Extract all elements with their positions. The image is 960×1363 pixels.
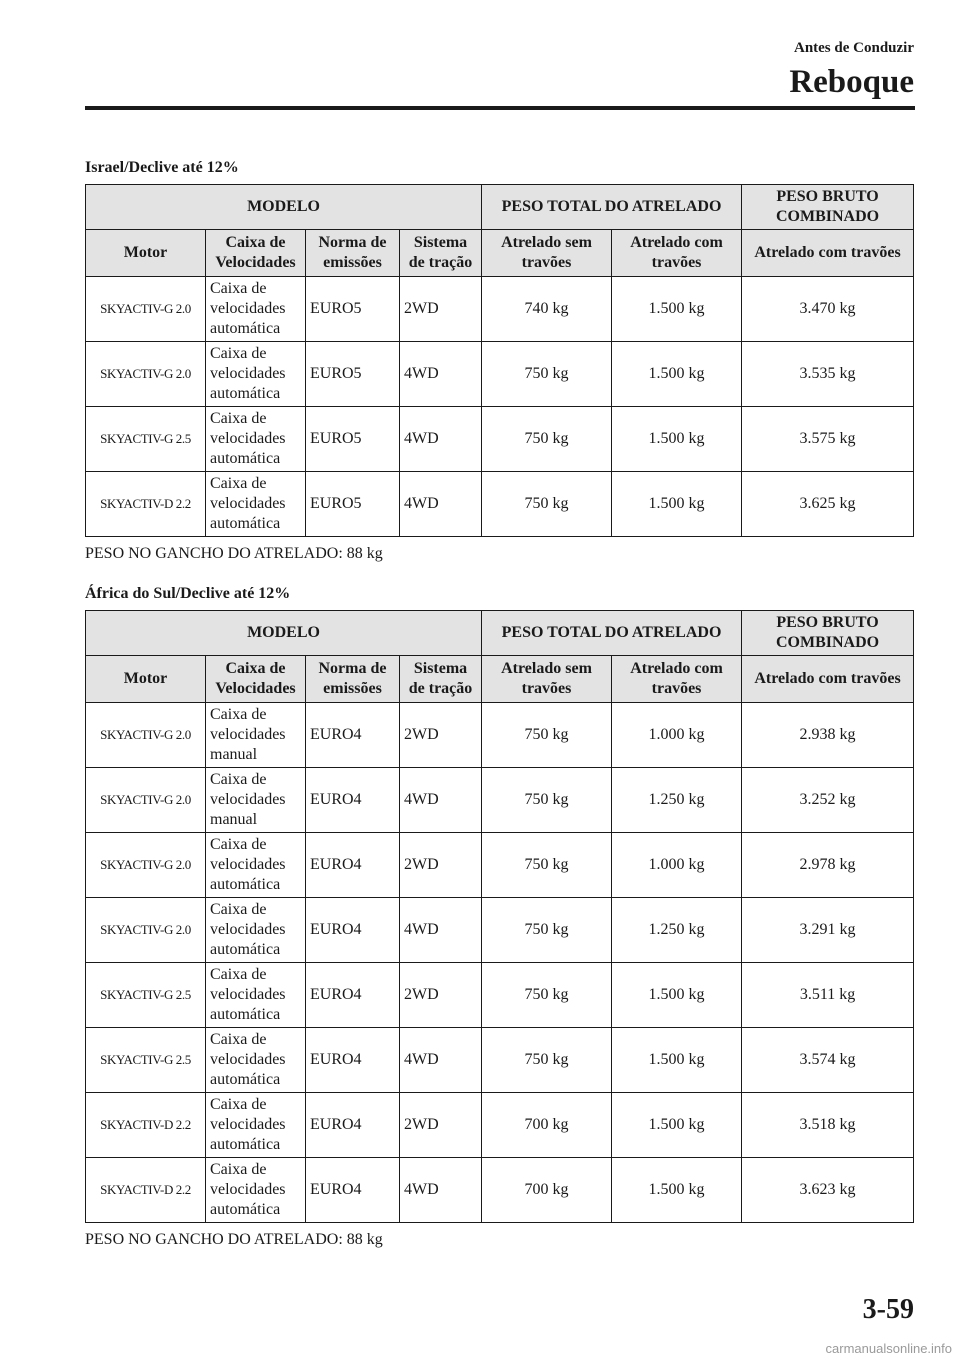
- cell-emissions: EURO4: [306, 963, 400, 1028]
- cell-motor: SKYACTIV-G 2.0: [86, 277, 206, 342]
- cell-braked: 1.500 kg: [612, 342, 742, 407]
- tongue-weight-note: PESO NO GANCHO DO ATRELADO: 88 kg: [85, 545, 383, 562]
- cell-emissions: EURO5: [306, 342, 400, 407]
- cell-motor: SKYACTIV-G 2.0: [86, 898, 206, 963]
- cell-emissions: EURO4: [306, 1158, 400, 1223]
- col-header-braked: Atrelado com travões: [612, 656, 742, 703]
- table-row: [86, 1093, 914, 1158]
- cell-gross: 3.470 kg: [742, 277, 914, 342]
- towing-table: [85, 610, 914, 1223]
- group-header-trailer-weight: PESO TOTAL DO ATRELADO: [482, 185, 742, 230]
- cell-gearbox: Caixa de velocidades manual: [206, 768, 306, 833]
- cell-unbraked: 750 kg: [482, 963, 612, 1028]
- cell-motor: SKYACTIV-D 2.2: [86, 472, 206, 537]
- towing-table-south-africa: [85, 584, 913, 1252]
- col-header-unbraked: Atrelado sem travões: [482, 656, 612, 703]
- cell-braked: 1.500 kg: [612, 407, 742, 472]
- cell-emissions: EURO5: [306, 407, 400, 472]
- cell-gross: 3.625 kg: [742, 472, 914, 537]
- col-header-motor: Motor: [86, 656, 206, 703]
- cell-emissions: EURO5: [306, 277, 400, 342]
- cell-gross: 3.535 kg: [742, 342, 914, 407]
- cell-unbraked: 750 kg: [482, 768, 612, 833]
- cell-gross: 3.511 kg: [742, 963, 914, 1028]
- cell-gross: 2.978 kg: [742, 833, 914, 898]
- table-row: [86, 342, 914, 407]
- cell-motor: SKYACTIV-G 2.0: [86, 342, 206, 407]
- page-header: [789, 38, 914, 102]
- cell-unbraked: 740 kg: [482, 277, 612, 342]
- cell-braked: 1.500 kg: [612, 963, 742, 1028]
- cell-motor: SKYACTIV-D 2.2: [86, 1093, 206, 1158]
- cell-gross: 3.518 kg: [742, 1093, 914, 1158]
- towing-table-israel: [85, 158, 913, 566]
- cell-traction: 4WD: [400, 1158, 482, 1223]
- cell-gross: 3.291 kg: [742, 898, 914, 963]
- cell-emissions: EURO4: [306, 1093, 400, 1158]
- cell-gearbox: Caixa de velocidades automática: [206, 342, 306, 407]
- cell-motor: SKYACTIV-G 2.5: [86, 963, 206, 1028]
- table-title: Israel/Declive até 12%: [85, 159, 239, 176]
- cell-braked: 1.000 kg: [612, 833, 742, 898]
- cell-unbraked: 750 kg: [482, 833, 612, 898]
- cell-gearbox: Caixa de velocidades automática: [206, 1158, 306, 1223]
- chapter-title: Reboque: [789, 64, 914, 100]
- col-header-traction: Sistema de tração: [400, 230, 482, 277]
- cell-braked: 1.500 kg: [612, 1028, 742, 1093]
- cell-emissions: EURO4: [306, 1028, 400, 1093]
- col-header-unbraked: Atrelado sem travões: [482, 230, 612, 277]
- group-header-model: MODELO: [86, 185, 482, 230]
- towing-table: [85, 184, 914, 537]
- cell-emissions: EURO4: [306, 703, 400, 768]
- cell-gearbox: Caixa de velocidades automática: [206, 898, 306, 963]
- group-header-gross-combined: PESO BRUTO COMBINADO: [742, 611, 914, 656]
- cell-emissions: EURO4: [306, 768, 400, 833]
- cell-traction: 4WD: [400, 407, 482, 472]
- cell-unbraked: 700 kg: [482, 1158, 612, 1223]
- col-header-gearbox: Caixa de Velocidades: [206, 230, 306, 277]
- cell-unbraked: 750 kg: [482, 1028, 612, 1093]
- cell-motor: SKYACTIV-G 2.0: [86, 768, 206, 833]
- cell-braked: 1.000 kg: [612, 703, 742, 768]
- cell-traction: 2WD: [400, 833, 482, 898]
- cell-emissions: EURO4: [306, 833, 400, 898]
- cell-gross: 3.575 kg: [742, 407, 914, 472]
- cell-gearbox: Caixa de velocidades automática: [206, 407, 306, 472]
- cell-motor: SKYACTIV-G 2.5: [86, 1028, 206, 1093]
- cell-braked: 1.500 kg: [612, 472, 742, 537]
- cell-motor: SKYACTIV-G 2.0: [86, 833, 206, 898]
- table-row: [86, 898, 914, 963]
- group-header-gross-combined: PESO BRUTO COMBINADO: [742, 185, 914, 230]
- cell-gearbox: Caixa de velocidades automática: [206, 1028, 306, 1093]
- tongue-weight-note: PESO NO GANCHO DO ATRELADO: 88 kg: [85, 1231, 383, 1248]
- cell-traction: 2WD: [400, 703, 482, 768]
- table-row: [86, 768, 914, 833]
- cell-motor: SKYACTIV-D 2.2: [86, 1158, 206, 1223]
- col-header-traction: Sistema de tração: [400, 656, 482, 703]
- cell-traction: 4WD: [400, 472, 482, 537]
- table-row: [86, 1158, 914, 1223]
- group-header-model: MODELO: [86, 611, 482, 656]
- cell-traction: 2WD: [400, 963, 482, 1028]
- group-header-trailer-weight: PESO TOTAL DO ATRELADO: [482, 611, 742, 656]
- cell-gearbox: Caixa de velocidades automática: [206, 1093, 306, 1158]
- cell-traction: 4WD: [400, 768, 482, 833]
- cell-gross: 3.623 kg: [742, 1158, 914, 1223]
- cell-gross: 3.252 kg: [742, 768, 914, 833]
- cell-braked: 1.500 kg: [612, 1158, 742, 1223]
- cell-braked: 1.500 kg: [612, 1093, 742, 1158]
- cell-emissions: EURO5: [306, 472, 400, 537]
- cell-braked: 1.250 kg: [612, 768, 742, 833]
- cell-gearbox: Caixa de velocidades automática: [206, 277, 306, 342]
- col-header-gross-braked: Atrelado com travões: [742, 656, 914, 703]
- watermark: carmanualsonline.info: [825, 1341, 952, 1356]
- cell-unbraked: 750 kg: [482, 898, 612, 963]
- table-row: [86, 407, 914, 472]
- table-row: [86, 1028, 914, 1093]
- table-row: [86, 472, 914, 537]
- table-row: [86, 963, 914, 1028]
- cell-gross: 3.574 kg: [742, 1028, 914, 1093]
- cell-braked: 1.250 kg: [612, 898, 742, 963]
- cell-motor: SKYACTIV-G 2.0: [86, 703, 206, 768]
- col-header-braked: Atrelado com travões: [612, 230, 742, 277]
- section-title: Antes de Conduzir: [793, 40, 914, 56]
- cell-gross: 2.938 kg: [742, 703, 914, 768]
- cell-traction: 4WD: [400, 898, 482, 963]
- cell-unbraked: 750 kg: [482, 472, 612, 537]
- table-row: [86, 703, 914, 768]
- cell-traction: 4WD: [400, 1028, 482, 1093]
- col-header-gearbox: Caixa de Velocidades: [206, 656, 306, 703]
- cell-gearbox: Caixa de velocidades manual: [206, 703, 306, 768]
- page-number: 3-59: [862, 1294, 914, 1325]
- cell-traction: 4WD: [400, 342, 482, 407]
- cell-traction: 2WD: [400, 277, 482, 342]
- table-row: [86, 833, 914, 898]
- cell-unbraked: 700 kg: [482, 1093, 612, 1158]
- table-title: África do Sul/Declive até 12%: [85, 585, 291, 602]
- cell-emissions: EURO4: [306, 898, 400, 963]
- table-row: [86, 277, 914, 342]
- col-header-motor: Motor: [86, 230, 206, 277]
- col-header-emissions: Norma de emissões: [306, 656, 400, 703]
- cell-unbraked: 750 kg: [482, 342, 612, 407]
- col-header-gross-braked: Atrelado com travões: [742, 230, 914, 277]
- header-rule: [85, 106, 915, 110]
- cell-gearbox: Caixa de velocidades automática: [206, 963, 306, 1028]
- cell-unbraked: 750 kg: [482, 703, 612, 768]
- cell-gearbox: Caixa de velocidades automática: [206, 833, 306, 898]
- cell-gearbox: Caixa de velocidades automática: [206, 472, 306, 537]
- cell-traction: 2WD: [400, 1093, 482, 1158]
- cell-braked: 1.500 kg: [612, 277, 742, 342]
- col-header-emissions: Norma de emissões: [306, 230, 400, 277]
- cell-unbraked: 750 kg: [482, 407, 612, 472]
- cell-motor: SKYACTIV-G 2.5: [86, 407, 206, 472]
